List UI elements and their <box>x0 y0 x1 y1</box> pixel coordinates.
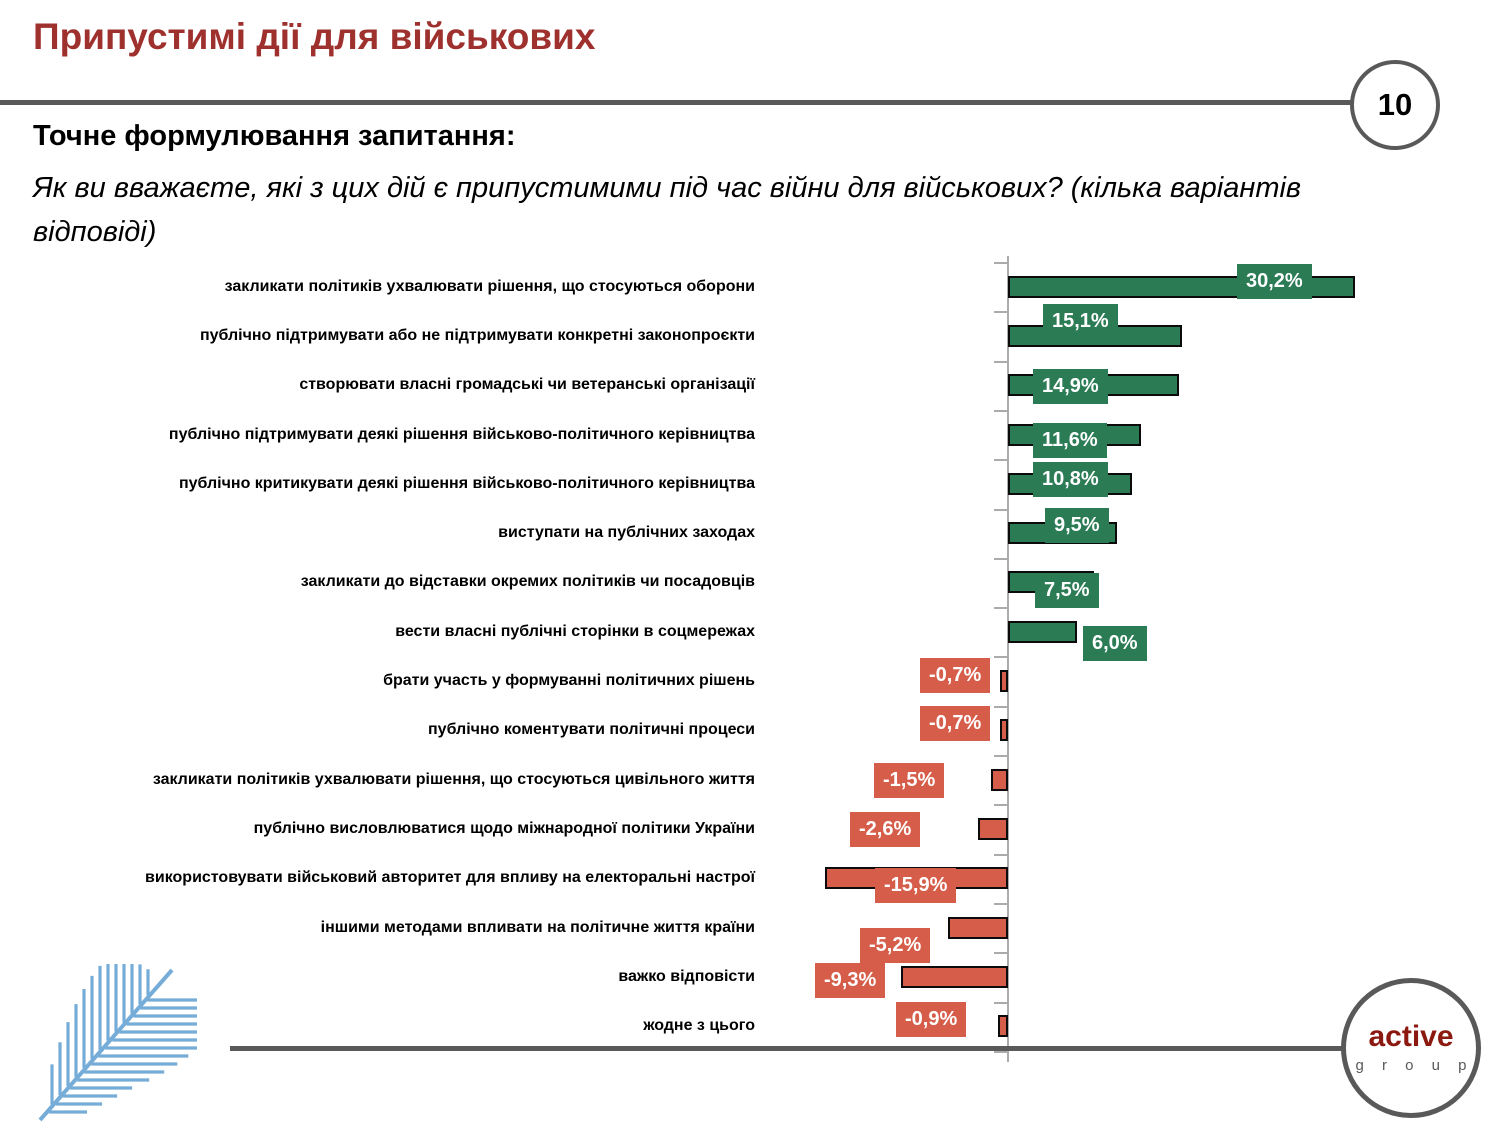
axis-tick <box>994 361 1008 363</box>
category-label: жодне з цього <box>643 1017 755 1035</box>
category-label: іншими методами впливати на політичне життя країни <box>320 918 755 936</box>
axis-tick <box>994 1051 1008 1053</box>
category-label: вести власні публічні сторінки в соцмережах <box>395 622 755 640</box>
bar <box>948 917 1008 939</box>
category-label: публічно критикувати деякі рішення військово-політичного керівництва <box>178 474 755 492</box>
category-label: використовувати військовий авторитет для впливу на електоральні настрої <box>145 869 755 887</box>
page-number: 10 <box>1377 87 1413 122</box>
bar-value-label: -15,9% <box>875 868 956 903</box>
bar-value-label: -0,9% <box>896 1002 966 1037</box>
bar-value-label: 7,5% <box>1035 573 1099 608</box>
category-label: виступати на публічних заходах <box>498 524 755 542</box>
bar <box>978 818 1008 840</box>
logo-word-active: active <box>1368 1020 1454 1053</box>
category-label: закликати до відставки окремих політиків чи посадовців <box>300 573 755 591</box>
category-label: створювати власні громадські чи ветеранські організації <box>299 376 755 394</box>
bar <box>1000 719 1008 741</box>
axis-tick <box>994 311 1008 313</box>
category-label: важко відповісти <box>618 967 755 985</box>
axis-tick <box>994 410 1008 412</box>
category-label: публічно підтримувати або не підтримувати конкретні законопроєкти <box>199 326 755 344</box>
axis-tick <box>994 952 1008 954</box>
bar-value-label: 11,6% <box>1033 423 1107 458</box>
active-group-logo <box>1341 978 1481 1118</box>
bar-value-label: -0,7% <box>920 658 990 693</box>
category-label: публічно підтримувати деякі рішення військово-політичного керівництва <box>168 425 755 443</box>
category-label: закликати політиків ухвалювати рішення, що стосуються цивільного життя <box>152 770 755 788</box>
axis-tick <box>994 607 1008 609</box>
bar <box>998 1015 1008 1037</box>
bar-value-label: -9,3% <box>815 963 885 998</box>
question-heading: Точне формулювання запитання: <box>33 120 516 152</box>
bar <box>1000 670 1008 692</box>
bar-value-label: 14,9% <box>1033 369 1108 404</box>
bar-value-label: -1,5% <box>874 763 944 798</box>
leaf-decoration-icon <box>22 948 197 1125</box>
bar <box>901 966 1008 988</box>
bar-value-label: -0,7% <box>920 706 990 741</box>
logo-word-group: g r o u p <box>1355 1057 1474 1074</box>
bar-value-label: 10,8% <box>1033 462 1108 497</box>
footer-rule <box>230 1046 1342 1051</box>
bar <box>1008 621 1077 643</box>
bar-value-label: 30,2% <box>1237 264 1312 299</box>
category-label: брати участь у формуванні політичних рішень <box>383 672 755 690</box>
axis-tick <box>994 509 1008 511</box>
axis-tick <box>994 1002 1008 1004</box>
category-label: публічно коментувати політичні процеси <box>428 721 755 739</box>
bar-value-label: -5,2% <box>860 928 930 963</box>
axis-tick <box>994 656 1008 658</box>
bar <box>991 769 1008 791</box>
page-title: Припустимі дії для військових <box>33 16 596 57</box>
bar-value-label: 15,1% <box>1043 304 1118 339</box>
axis-tick <box>994 804 1008 806</box>
axis-tick <box>994 755 1008 757</box>
bar-value-label: 6,0% <box>1083 626 1147 661</box>
axis-tick <box>994 903 1008 905</box>
category-label: закликати політиків ухвалювати рішення, що стосуються оборони <box>224 277 755 295</box>
question-line-1: Як ви вважаєте, які з цих дій є припустимими під час війни для військових? (кілька варіантів <box>33 172 1302 204</box>
axis-tick <box>994 854 1008 856</box>
page-number-badge <box>1350 60 1440 150</box>
axis-tick <box>994 262 1008 264</box>
axis-tick <box>994 558 1008 560</box>
bar-value-label: 9,5% <box>1045 508 1109 543</box>
question-line-2: відповіді) <box>33 216 157 248</box>
category-label: публічно висловлюватися щодо міжнародної політики України <box>253 819 755 837</box>
axis-tick <box>994 459 1008 461</box>
bar-value-label: -2,6% <box>850 812 920 847</box>
axis-tick <box>994 706 1008 708</box>
